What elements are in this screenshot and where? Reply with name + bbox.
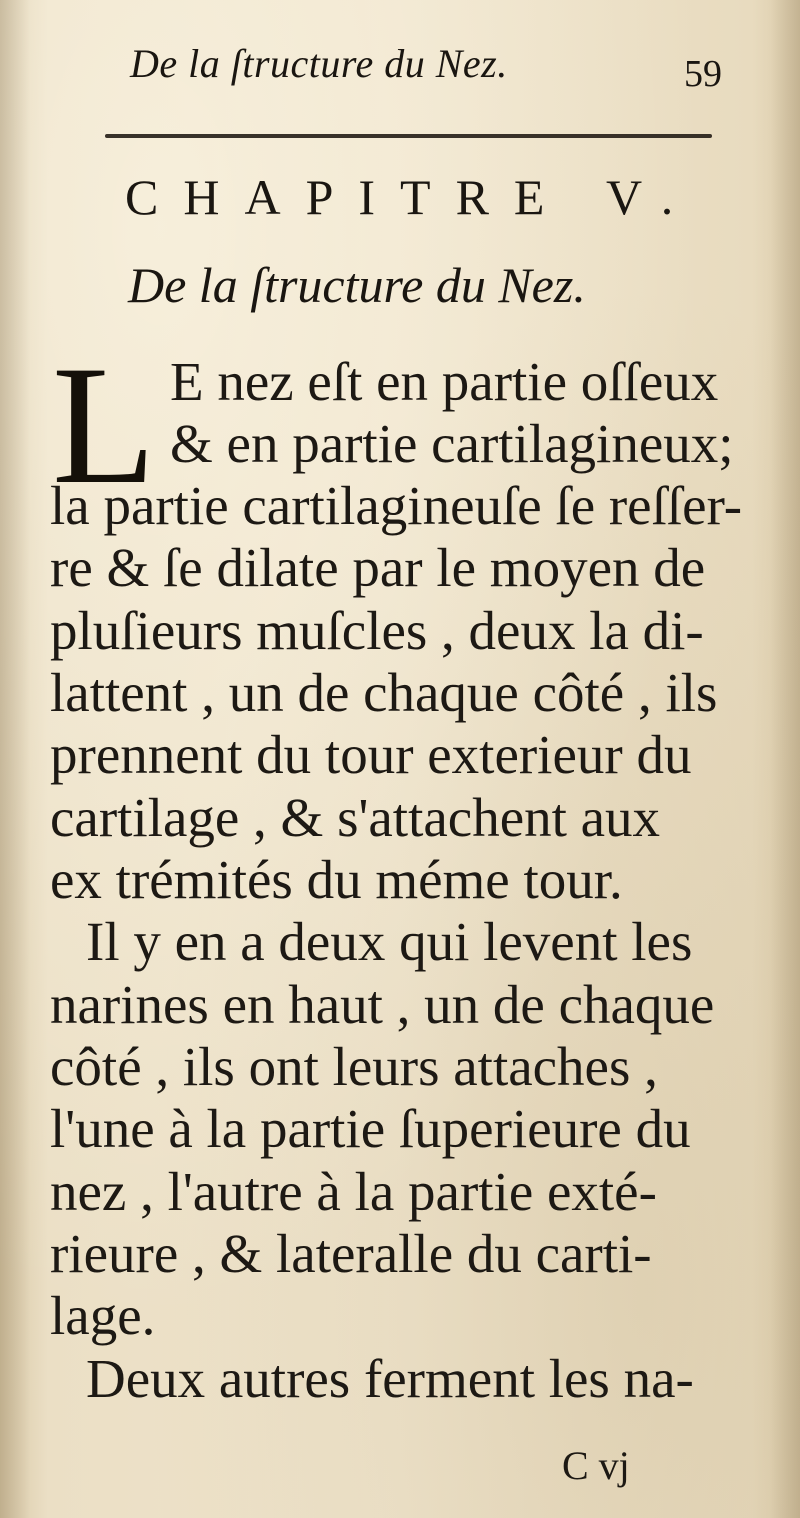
text-line: pluſieurs muſcles , deux la di- <box>50 600 704 661</box>
text-line: lage. <box>50 1285 156 1346</box>
running-title: De la ſtructure du Nez. <box>130 41 508 86</box>
header-rule <box>105 134 712 138</box>
chapter-heading: CHAPITRE V. <box>125 169 699 225</box>
chapter-title: De la ſtructure du Nez. <box>128 257 586 313</box>
text-line: côté , ils ont leurs attaches , <box>50 1036 658 1097</box>
text-line: rieure , & lateralle du carti- <box>50 1223 652 1284</box>
text-line: Il y en a deux qui levent les <box>86 911 693 972</box>
text-line: E nez eſt en partie oſſeux <box>170 351 719 412</box>
text-line: Deux autres ferment les na- <box>86 1348 694 1409</box>
text-line: la partie cartilagineuſe ſe reſſer- <box>50 475 743 536</box>
page-number: 59 <box>684 53 722 95</box>
text-line: & en partie cartilagineux; <box>170 413 734 474</box>
left-margin-shadow <box>0 0 30 1518</box>
text-line: narines en haut , un de chaque <box>50 974 715 1035</box>
text-line: l'une à la partie ſuperieure du <box>50 1098 691 1159</box>
text-line: lattent , un de chaque côté , ils <box>50 662 718 723</box>
text-line: re & ſe dilate par le moyen de <box>50 537 706 598</box>
drop-cap: L <box>52 331 156 519</box>
text-line: prennent du tour exterieur du <box>50 724 692 785</box>
signature-mark: C vj <box>562 1443 630 1488</box>
text-line: nez , l'autre à la partie exté- <box>50 1161 657 1222</box>
text-line: cartilage , & s'attachent aux <box>50 787 661 848</box>
text-line: ex trémités du méme tour. <box>50 849 623 910</box>
right-margin-shadow <box>770 0 800 1518</box>
